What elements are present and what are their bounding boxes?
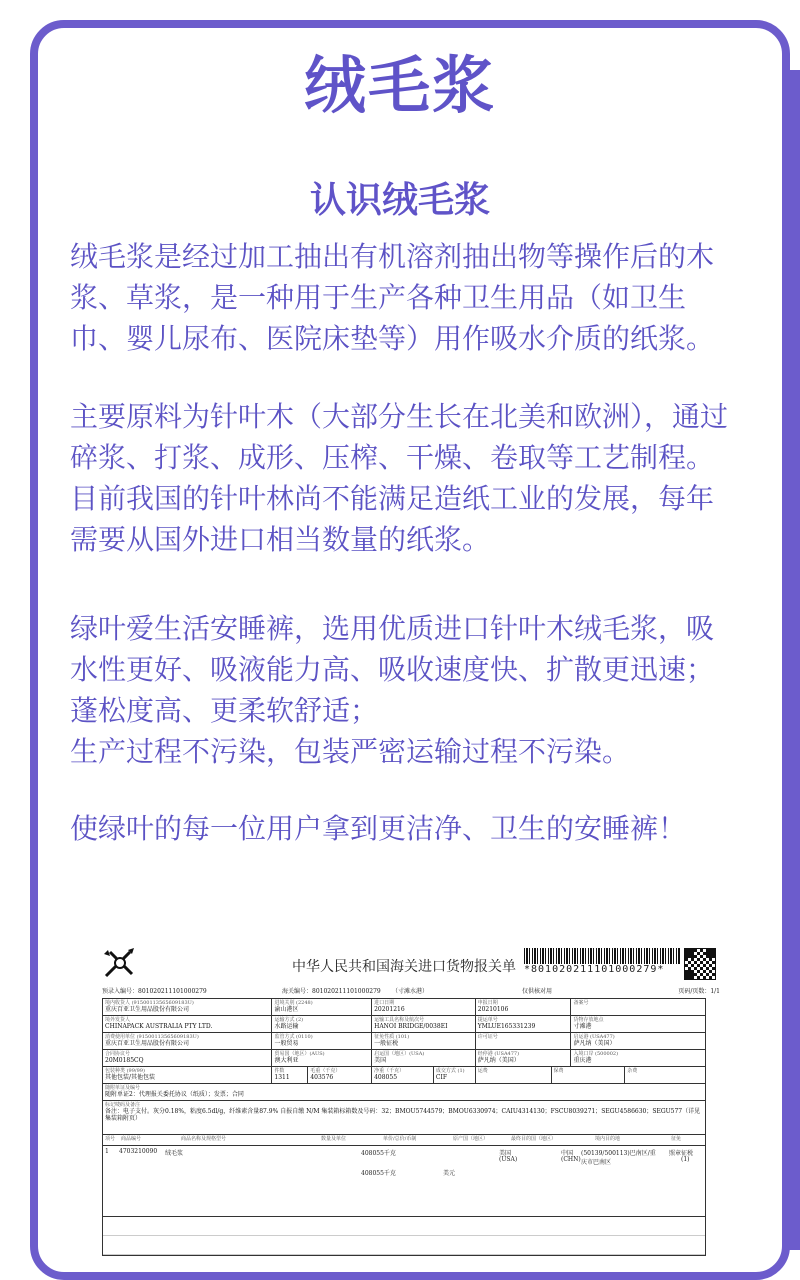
grid-cell: 消费使用单位 (91500113565609183U) 重庆百亚卫生用品股份有限公司 — [103, 1033, 272, 1049]
grid-cell: 包装种类 (99/99) 其他包装/其他包装 — [103, 1067, 272, 1083]
grid-cell: 启运港 (USA477) 萨凡纳（美国） — [573, 1034, 616, 1047]
grid-row — [103, 1033, 705, 1050]
grid-cell: 杂费 — [627, 1068, 638, 1074]
qr-code-icon — [684, 948, 716, 980]
grid-cell: 保费 — [552, 1067, 626, 1083]
grid-cell: 净重（千克） 408055 — [372, 1067, 434, 1083]
grid-cell: 进境关别 (2248) 渝山港区 — [272, 999, 372, 1015]
barcode-number: *801020211101000279* — [524, 964, 665, 975]
grid-cell: 毛重（千克） 403576 — [308, 1067, 372, 1083]
goods-row: 1 4703210090 绒毛浆 408055千克 408055千克 美元 美国 (USA) 中国 (CHN) (50139/500113)巴南区/重庆市巴南区 照章征税 (1) — [103, 1146, 705, 1217]
check-note: 仅供核对用 — [522, 988, 553, 995]
goods-header: 项号 商品编号 商品名称及规格型号 数量及单位 单价/总价/币制 原产国（地区） 最终目的国（地区） 境内目的地 征免 — [103, 1135, 705, 1146]
grid-row — [103, 1050, 705, 1067]
attached-docs-row — [103, 1084, 705, 1101]
barcode-icon — [524, 948, 680, 964]
grid-cell: 合同协议号 20M0185CQ — [103, 1050, 272, 1066]
grid-cell: 监管方式 (0110) 一般贸易 — [272, 1033, 372, 1049]
grid-cell: 申报日期 20210106 — [476, 999, 572, 1015]
grid-cell: 境外发货人 CHINAPACK AUSTRALIA PTY LTD. — [103, 1016, 272, 1032]
customs-emblem-icon — [102, 946, 138, 980]
empty-goods-row — [103, 1217, 705, 1236]
product-line-1: 绿叶爱生活安睡裤，选用优质进口针叶木绒毛浆，吸水性更好、吸液能力高、吸收速度快、扩散更迅速； — [70, 612, 715, 686]
grid-cell: 货物存放地点 寸滩港 — [573, 1017, 604, 1030]
grid-cell: 经停港 (USA477) 萨凡纳（美国） — [476, 1050, 572, 1066]
paragraph-closing: 使绿叶的每一位用户拿到更洁净、卫生的安睡裤！ — [70, 812, 687, 845]
grid-cell: 许可证号 — [476, 1033, 572, 1049]
product-line-3: 生产过程不污染，包装严密运输过程不污染。 — [70, 735, 631, 768]
grid-cell: 件数 1311 — [272, 1067, 308, 1083]
grid-cell: 贸易国（地区）(AUS) 澳大利亚 — [272, 1050, 372, 1066]
document-title: 中华人民共和国海关进口货物报关单 — [292, 959, 516, 975]
paragraph-intro: 绒毛浆是经过加工抽出有机溶剂抽出物等操作后的木浆、草浆，是一种用于生产各种卫生用品（如卫生巾、婴儿尿布、医院床垫等）用作吸水介质的纸浆。 — [70, 240, 715, 355]
grid-cell: 入境口岸 (500002) 重庆港 — [573, 1051, 619, 1064]
grid-cell: 标记唛码及备注 备注：电子支付。灰分0.18%，粘度6.5dl/g，纤维素含量87.9% 自报自缴 N/M 集装箱标箱数及号码：32；BMOU5744579；BMOU6330974；CAIU4314130；FSCU8039271；SEGU4586630；SEGU577（详见集装箱附页） — [105, 1102, 701, 1122]
grid-cell: 进口日期 20201216 — [372, 999, 476, 1015]
grid-cell: 随附单证及编号 随附单证2：代理报关委托协议（纸质）；发票；合同 — [105, 1085, 244, 1098]
grid-row — [103, 1016, 705, 1033]
grid-cell: 境内收货人 (91500113565609183U) 重庆百亚卫生用品股份有限公司 — [103, 999, 272, 1015]
grid-row — [103, 999, 705, 1016]
page-title: 绒毛浆 — [303, 49, 496, 122]
customs-number: 海关编号：801020211101000279 — [282, 988, 381, 995]
grid-row — [103, 1067, 705, 1084]
remarks-row — [103, 1101, 705, 1135]
grid-cell: 备案号 — [573, 1000, 589, 1006]
grid-cell: 运费 — [476, 1067, 552, 1083]
grid-cell: 提运单号 YMLUE165331239 — [476, 1016, 572, 1032]
grid-cell: 运输工具名称及航次号 HANOI BRIDGE/0038EI — [372, 1016, 476, 1032]
grid-cell: 成交方式 (1) CIF — [434, 1067, 476, 1083]
document-top-line — [102, 986, 720, 996]
port-name: （寸滩水港） — [392, 988, 429, 995]
paragraph-material: 主要原料为针叶木（大部分生长在北美和欧洲），通过碎浆、打浆、成形、压榨、干燥、卷取等工艺制程。目前我国的针叶林尚不能满足造纸工业的发展，每年需要从国外进口相当数量的纸浆。 — [70, 400, 729, 556]
grid-cell: 启运国（地区）(USA) 美国 — [372, 1050, 476, 1066]
empty-goods-row — [103, 1236, 705, 1255]
declaration-grid — [102, 998, 706, 1256]
customs-declaration-document — [96, 940, 726, 1234]
page-count: 页码/页数：1/1 — [678, 988, 720, 995]
grid-cell: 运输方式 (2) 水路运输 — [272, 1016, 372, 1032]
pre-entry-number: 预录入编号：801020211101000279 — [102, 988, 207, 995]
product-line-2: 蓬松度高、更柔软舒适； — [70, 694, 379, 727]
grid-cell: 征免性质 (101) 一般征税 — [372, 1033, 476, 1049]
frame-side-accent — [782, 70, 800, 1250]
paragraph-product — [70, 608, 740, 772]
section-subtitle: 认识绒毛浆 — [309, 180, 490, 221]
